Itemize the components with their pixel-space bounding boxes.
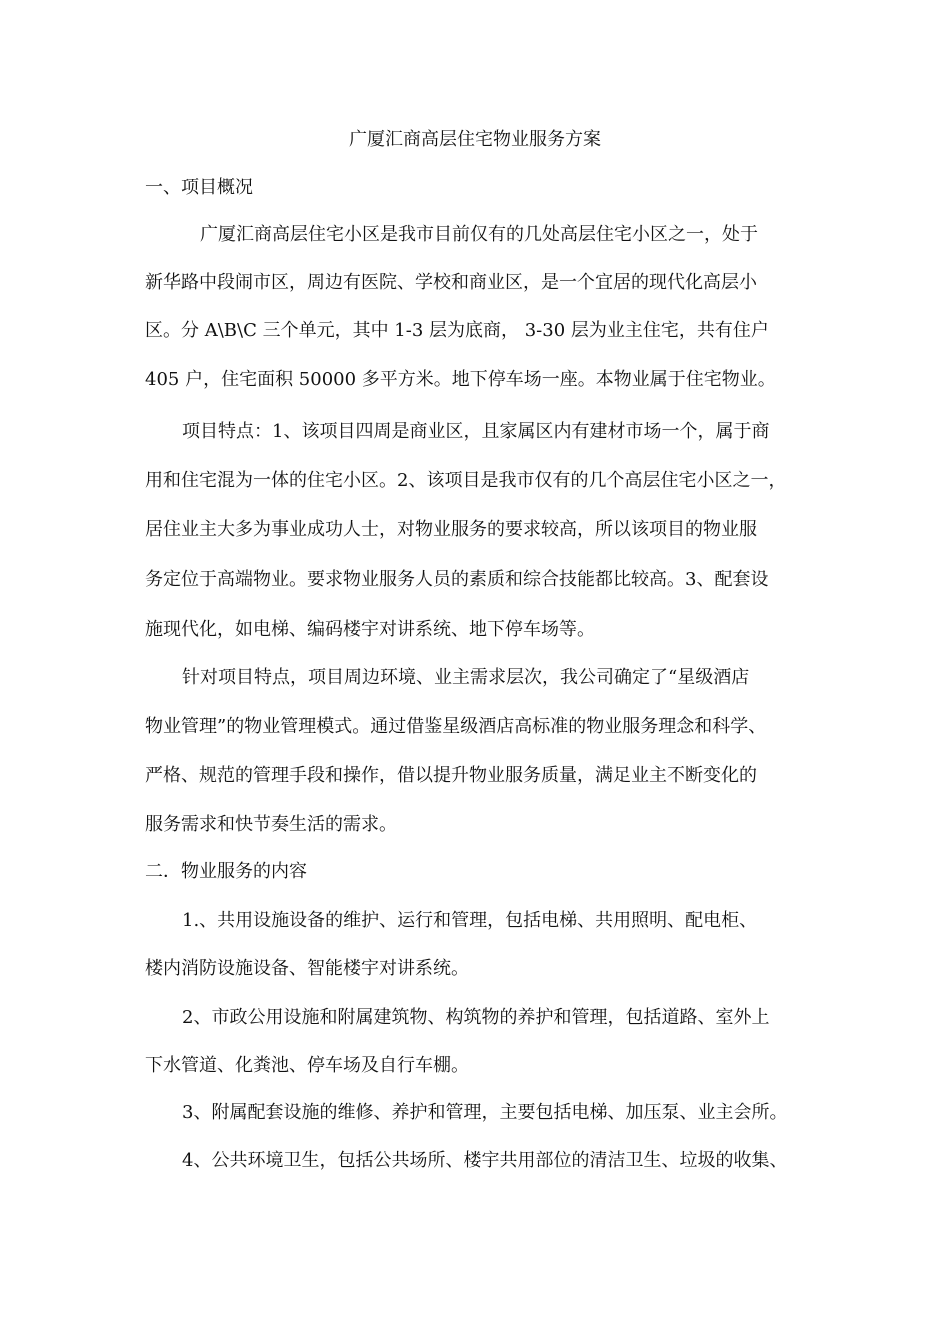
text-line: 2、市政公用设施和附属建筑物、构筑物的养护和管理，包括道路、室外上: [182, 1007, 770, 1028]
text-line: 居住业主大多为事业成功人士，对物业服务的要求较高，所以该项目的物业服: [145, 519, 757, 540]
text-line: 用和住宅混为一体的住宅小区。2、该项目是我市仅有的几个高层住宅小区之一，: [145, 470, 787, 491]
text-line: 针对项目特点，项目周边环境、业主需求层次，我公司确定了“星级酒店: [182, 667, 750, 688]
text-line: 服务需求和快节奏生活的需求。: [145, 814, 397, 835]
text-line: 务定位于高端物业。要求物业服务人员的素质和综合技能都比较高。3、配套设: [145, 569, 769, 590]
text-line: 严格、规范的管理手段和操作，借以提升物业服务质量，满足业主不断变化的: [145, 765, 757, 786]
text-line: 施现代化，如电梯、编码楼宇对讲系统、地下停车场等。: [145, 619, 595, 640]
text-line: 1.、共用设施设备的维护、运行和管理，包括电梯、共用照明、配电柜、: [182, 910, 758, 931]
text-line: 405 户，住宅面积 50000 多平方米。地下停车场一座。本物业属于住宅物业。: [145, 369, 776, 390]
document-title: 广厦汇商高层住宅物业服务方案: [349, 129, 601, 150]
text-line: 新华路中段闹市区，周边有医院、学校和商业区，是一个宜居的现代化高层小: [145, 272, 757, 293]
text-line: 物业管理”的物业管理模式。通过借鉴星级酒店高标准的物业服务理念和科学、: [145, 716, 767, 737]
text-line: 项目特点：1、该项目四周是商业区，且家属区内有建材市场一个，属于商: [182, 421, 770, 442]
section-heading-1: 一、项目概况: [145, 177, 253, 198]
text-line: 广厦汇商高层住宅小区是我市目前仅有的几处高层住宅小区之一，处于: [200, 224, 758, 245]
text-line: 4、公共环境卫生，包括公共场所、楼宇共用部位的清洁卫生、垃圾的收集、: [182, 1150, 788, 1171]
text-line: 3、附属配套设施的维修、养护和管理，主要包括电梯、加压泵、业主会所。: [182, 1102, 788, 1123]
text-line: 区。分 A\B\C 三个单元，其中 1-3 层为底商， 3-30 层为业主住宅，共有住户: [145, 320, 769, 341]
text-line: 楼内消防设施设备、智能楼宇对讲系统。: [145, 958, 469, 979]
text-line: 下水管道、化粪池、停车场及自行车棚。: [145, 1055, 469, 1076]
section-heading-2: 二．物业服务的内容: [145, 861, 307, 882]
